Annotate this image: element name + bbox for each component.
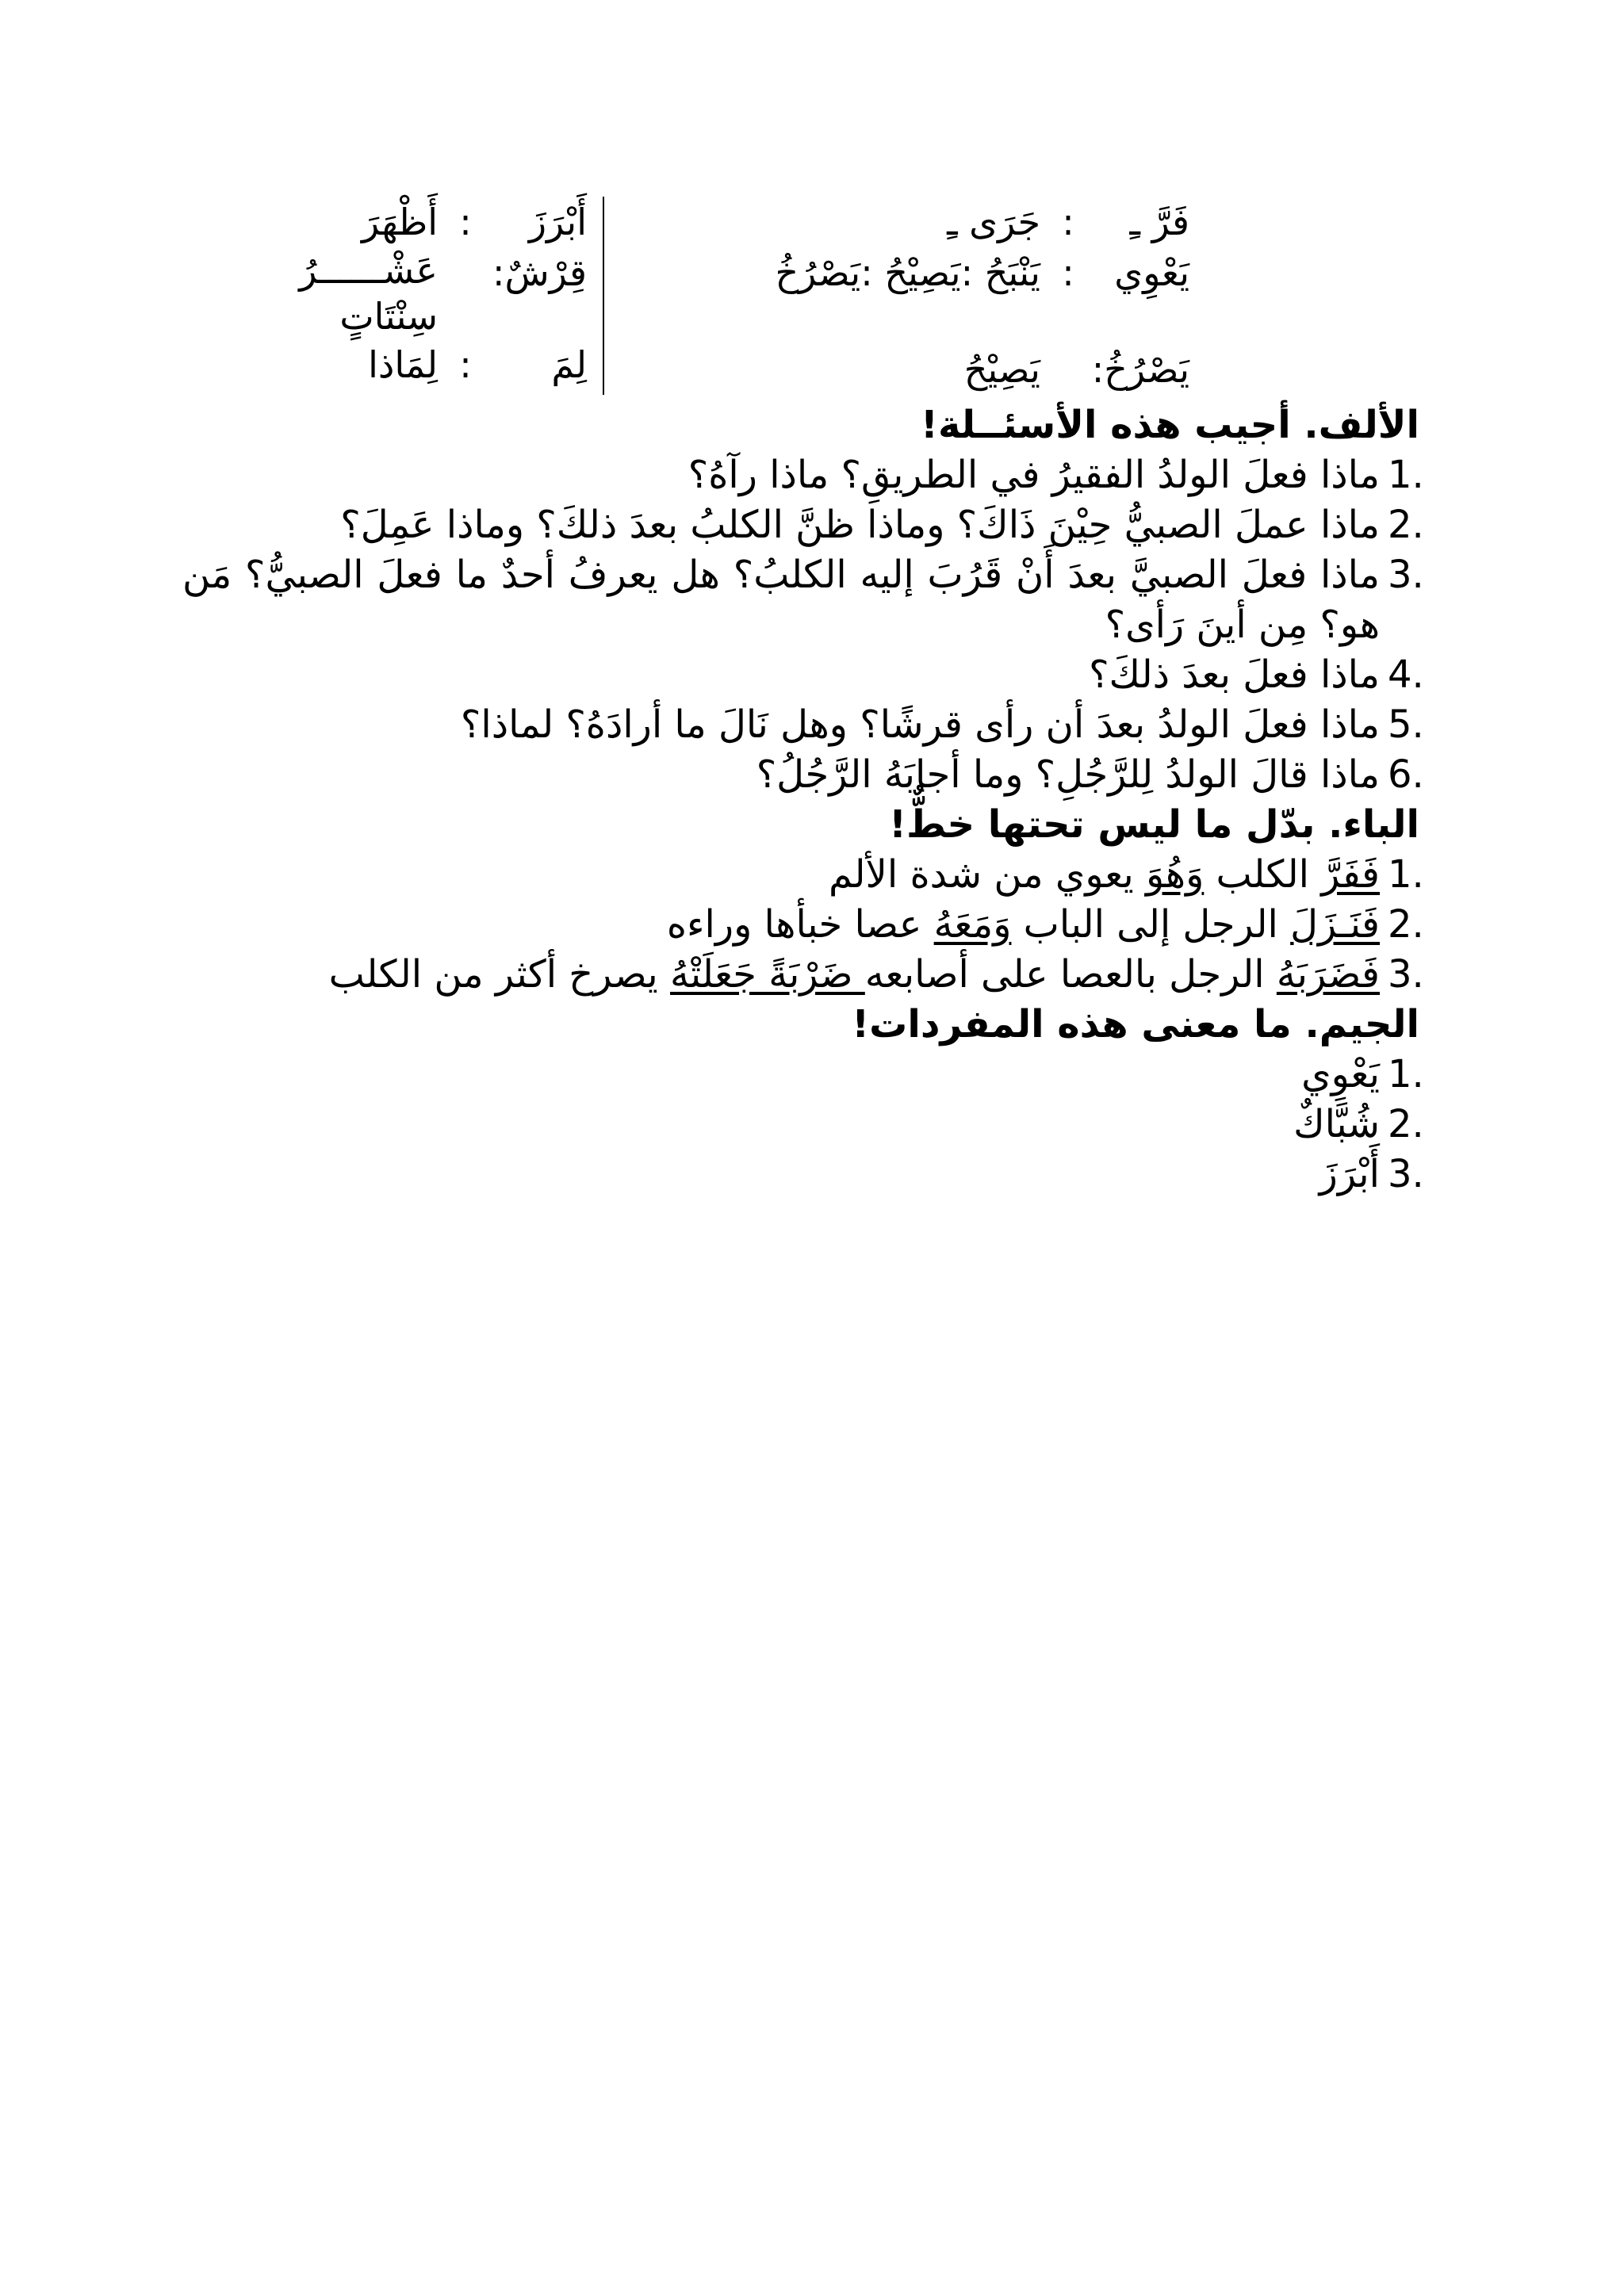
plain-text: عصا خبأها وراءه — [666, 902, 934, 947]
vocab-definition: يَنْبَحُ :يَصِيْحُ :يَصْرُخُ — [775, 251, 1040, 294]
underlined-word: فَفَرَّ — [1321, 852, 1380, 897]
item-text: ماذا فعلَ الولدُ الفقيرُ في الطريقِ؟ ماذا رآهُ؟ — [688, 453, 1380, 497]
vocab-word: فَرَّ ـِ — [1129, 201, 1189, 243]
item-text — [182, 900, 1380, 950]
vocab-definition: أَظْهَرَ — [362, 201, 438, 243]
underlined-word: وَمَعَهُ — [933, 902, 1012, 947]
section-heading-jim: الجيم. ما معنى هذه المفردات! — [852, 1002, 1419, 1047]
questions-list — [182, 450, 1467, 800]
vocab-word: يَعْوِي — [1114, 251, 1189, 294]
item-text — [182, 950, 1380, 1000]
list-item — [182, 950, 1467, 1000]
vocab-colon: : — [1062, 251, 1074, 294]
list-item — [182, 900, 1467, 950]
item-text: ماذا فعلَ بعدَ ذلكَ؟ — [1089, 652, 1380, 697]
underlined-word: فَضَرَبَهُ — [1276, 952, 1380, 997]
vocab-word: قِرْشٌ: — [492, 251, 587, 294]
vocab-word: لِمَ — [551, 343, 587, 386]
section-heading-alif: الألف. أجيب هذه الأسئــلة! — [921, 403, 1419, 447]
item-number: 1. — [1388, 1052, 1424, 1096]
plain-text: يعوي من شدة الألم — [828, 852, 1146, 897]
substitution-list — [182, 850, 1467, 1000]
item-number: 2. — [1388, 902, 1424, 947]
underlined-word: فَنَـزَلَ — [1290, 902, 1380, 947]
vocab-word: أَبْرَزَ — [528, 201, 587, 243]
plain-text: الكلب — [1204, 852, 1322, 897]
vocab-definition: يَصِيْحُ — [963, 348, 1040, 391]
item-text: ماذا قالَ الولدُ لِلرَّجُلِ؟ وما أجابَهُ الرَّجُلُ؟ — [756, 752, 1380, 797]
item-number: 6. — [1388, 752, 1424, 797]
plain-text: الرجل إلى الباب — [1011, 902, 1291, 947]
item-number: 2. — [1388, 503, 1424, 547]
vocab-definition: عَشْــــــرُ سِنْتَاتٍ — [299, 249, 438, 338]
vocab-row — [604, 247, 1189, 298]
list-item — [182, 1100, 1467, 1150]
plain-text: الرجل بالعصا على أصابعه — [864, 952, 1277, 997]
item-number: 2. — [1388, 1102, 1424, 1146]
vocab-row — [182, 247, 587, 339]
item-number: 1. — [1388, 852, 1424, 897]
vocab-colon: : — [459, 201, 472, 243]
vocab-definition: جَرَى ـِ — [947, 201, 1040, 243]
item-number: 5. — [1388, 702, 1424, 747]
exercise-body — [182, 400, 1467, 1200]
item-text: أَبْرَزَ — [1319, 1152, 1380, 1196]
item-number: 1. — [1388, 453, 1424, 497]
list-item — [182, 750, 1467, 800]
list-item — [182, 650, 1467, 700]
section-heading-ba: الباء. بدّل ما ليس تحتها خطٌّ! — [889, 802, 1419, 847]
list-item — [182, 1050, 1467, 1100]
item-number: 3. — [1388, 1152, 1424, 1196]
list-item — [182, 500, 1467, 550]
vocab-definition: لِمَاذا — [368, 343, 438, 386]
list-item — [182, 700, 1467, 750]
vocab-column-left — [182, 197, 603, 395]
item-number: 3. — [1388, 553, 1424, 597]
list-item — [182, 1150, 1467, 1200]
vocab-colon: : — [459, 343, 472, 386]
underlined-word: ضَرْبَةً جَعَلَتْهُ — [670, 952, 865, 997]
vocab-row — [604, 197, 1189, 247]
vocab-row — [604, 344, 1189, 395]
item-text: ماذا فعلَ الصبيَّ بعدَ أَنْ قَرُبَ إليه الكلبُ؟ هل يعرفُ أحدٌ ما فعلَ الصبيُّ؟ مَن هو؟ مِن أينَ رَأى؟ — [182, 553, 1380, 647]
vocab-row — [182, 197, 587, 247]
list-item — [182, 450, 1467, 500]
vocab-colon — [1040, 344, 1096, 395]
item-text: يَعْوِي — [1301, 1052, 1380, 1096]
item-text: شُبَّاكٌ — [1293, 1102, 1380, 1146]
item-number: 4. — [1388, 652, 1424, 697]
vocab-row — [182, 339, 587, 390]
vocab-word: يَصْرُخُ: — [1091, 348, 1189, 391]
list-item — [182, 850, 1467, 900]
vocabulary-meaning-list — [182, 1050, 1467, 1200]
item-text — [182, 850, 1380, 900]
item-text: ماذا عملَ الصبيُّ حِيْنَ ذَاكَ؟ وماذا ظنَّ الكلبُ بعدَ ذلكَ؟ وماذا عَمِلَ؟ — [340, 503, 1380, 547]
plain-text: يصرخ أكثر من الكلب — [328, 952, 671, 997]
vocab-column-right — [603, 197, 1189, 395]
underlined-word: وَهُوَ — [1145, 852, 1205, 897]
vocab-colon: : — [1062, 201, 1074, 243]
item-number: 3. — [1388, 952, 1424, 997]
list-item — [182, 550, 1467, 650]
vocabulary-table — [182, 197, 1189, 395]
item-text: ماذا فعلَ الولدُ بعدَ أن رأى قرشًا؟ وهل نَالَ ما أرادَهُ؟ لماذا؟ — [460, 702, 1380, 747]
